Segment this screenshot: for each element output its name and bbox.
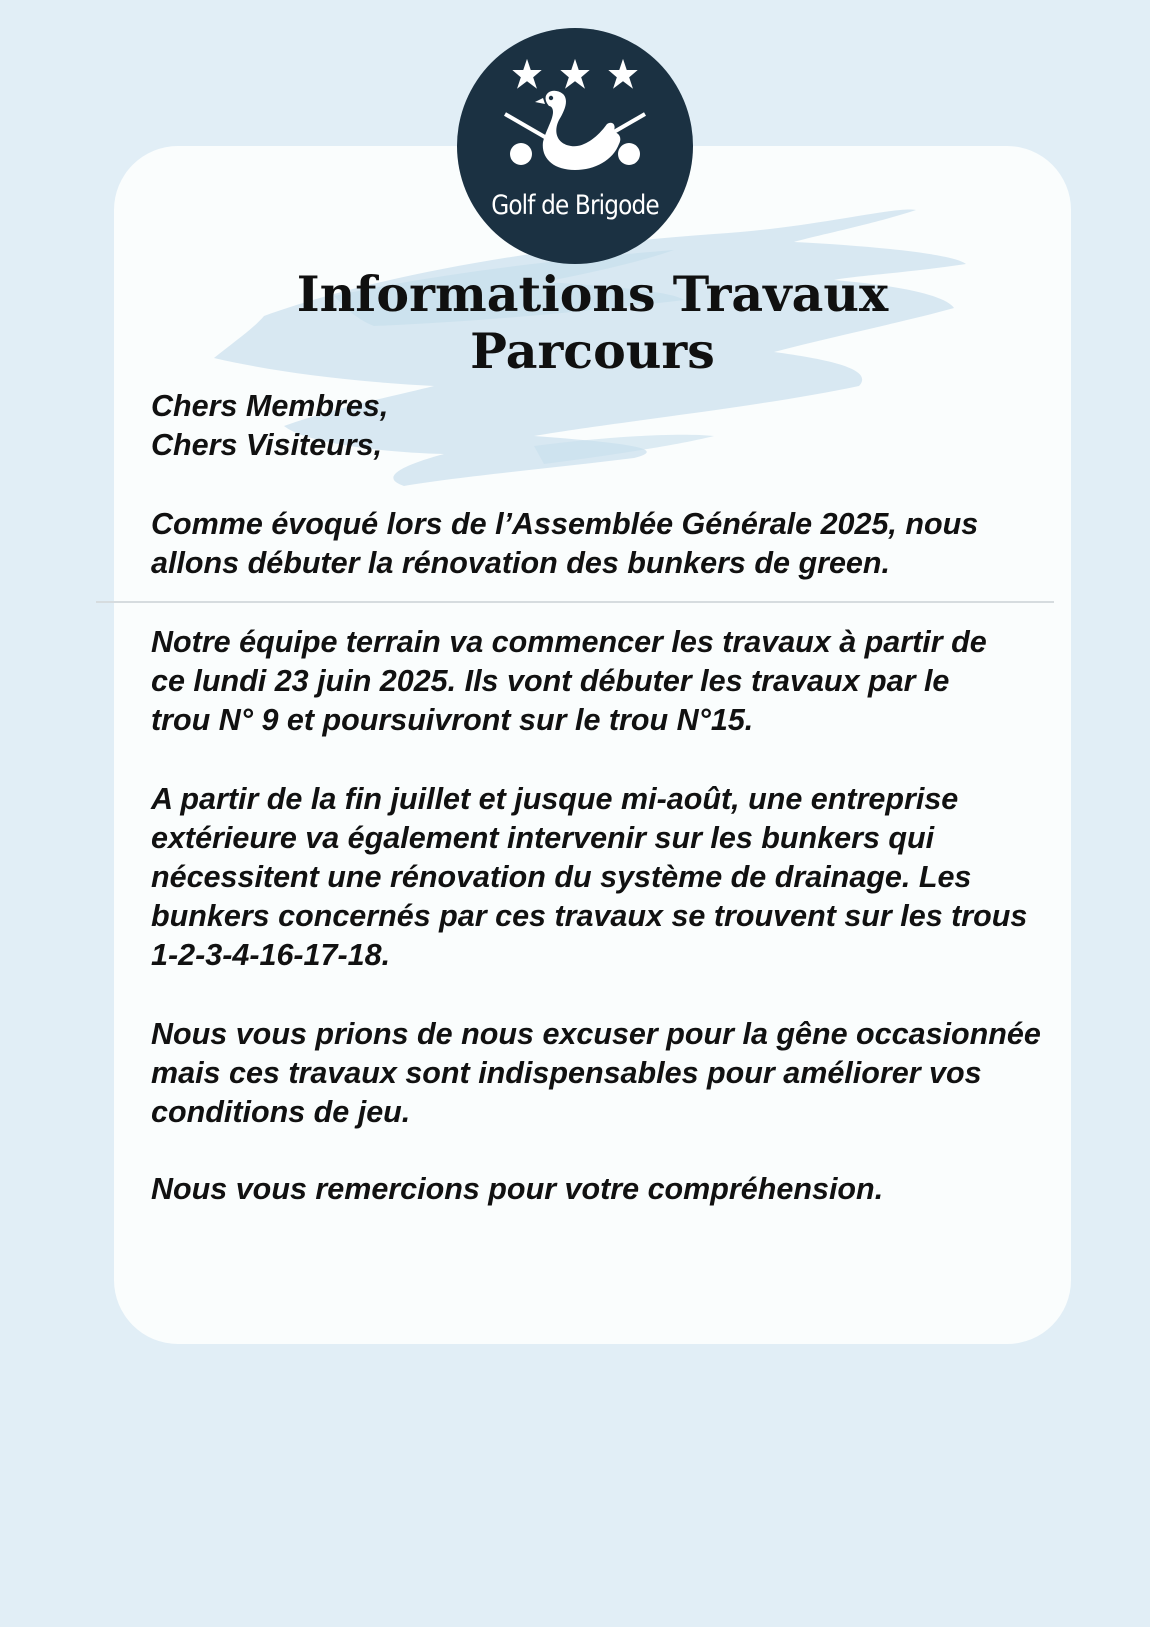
- three-stars-icon: [515, 62, 635, 86]
- swan-with-golf-clubs-icon: [505, 91, 645, 170]
- paragraph-3: A partir de la fin juillet et jusque mi-août, une entreprise extérieure va également intervenir sur les bunkers qui nécessitent une rénovation du système de drainage. Les bunkers concernés par ces travaux se trouvent sur les trous 1-2-3-4-16-17-18.: [151, 782, 1028, 972]
- paragraph-1: Comme évoqué lors de l’Assemblée Générale 2025, nous allons débuter la rénovation des bunkers de green.: [151, 507, 979, 580]
- greeting: [151, 387, 1051, 465]
- closing: Nous vous remercions pour votre compréhension.: [151, 1172, 884, 1206]
- logo-emblem: [457, 28, 693, 264]
- greeting-line-1: Chers Membres,: [151, 389, 389, 423]
- paragraph-external-company: [151, 780, 1051, 975]
- closing-line: [151, 1170, 1051, 1209]
- title-line-2: Parcours: [470, 322, 715, 380]
- logo-text: Golf de Brigode: [491, 190, 659, 221]
- paragraph-4: Nous vous prions de nous excuser pour la gêne occasionnée mais ces travaux sont indispensables pour améliorer vos conditions de jeu.: [151, 1017, 1041, 1129]
- paragraph-apology: [151, 1015, 1051, 1132]
- paragraph-team-works: [151, 623, 1051, 740]
- paragraph-2: Notre équipe terrain va commencer les travaux à partir de ce lundi 23 juin 2025. Ils vont débuter les travaux par le trou N° 9 et poursuivront sur le trou N°15.: [151, 625, 987, 737]
- title-line-1: Informations Travaux: [296, 265, 889, 323]
- golf-de-brigode-logo: [457, 28, 693, 264]
- greeting-line-2: Chers Visiteurs,: [151, 428, 383, 462]
- divider-line: [96, 601, 1054, 603]
- page-title: [114, 266, 1071, 380]
- paragraph-assembly: [151, 505, 1051, 583]
